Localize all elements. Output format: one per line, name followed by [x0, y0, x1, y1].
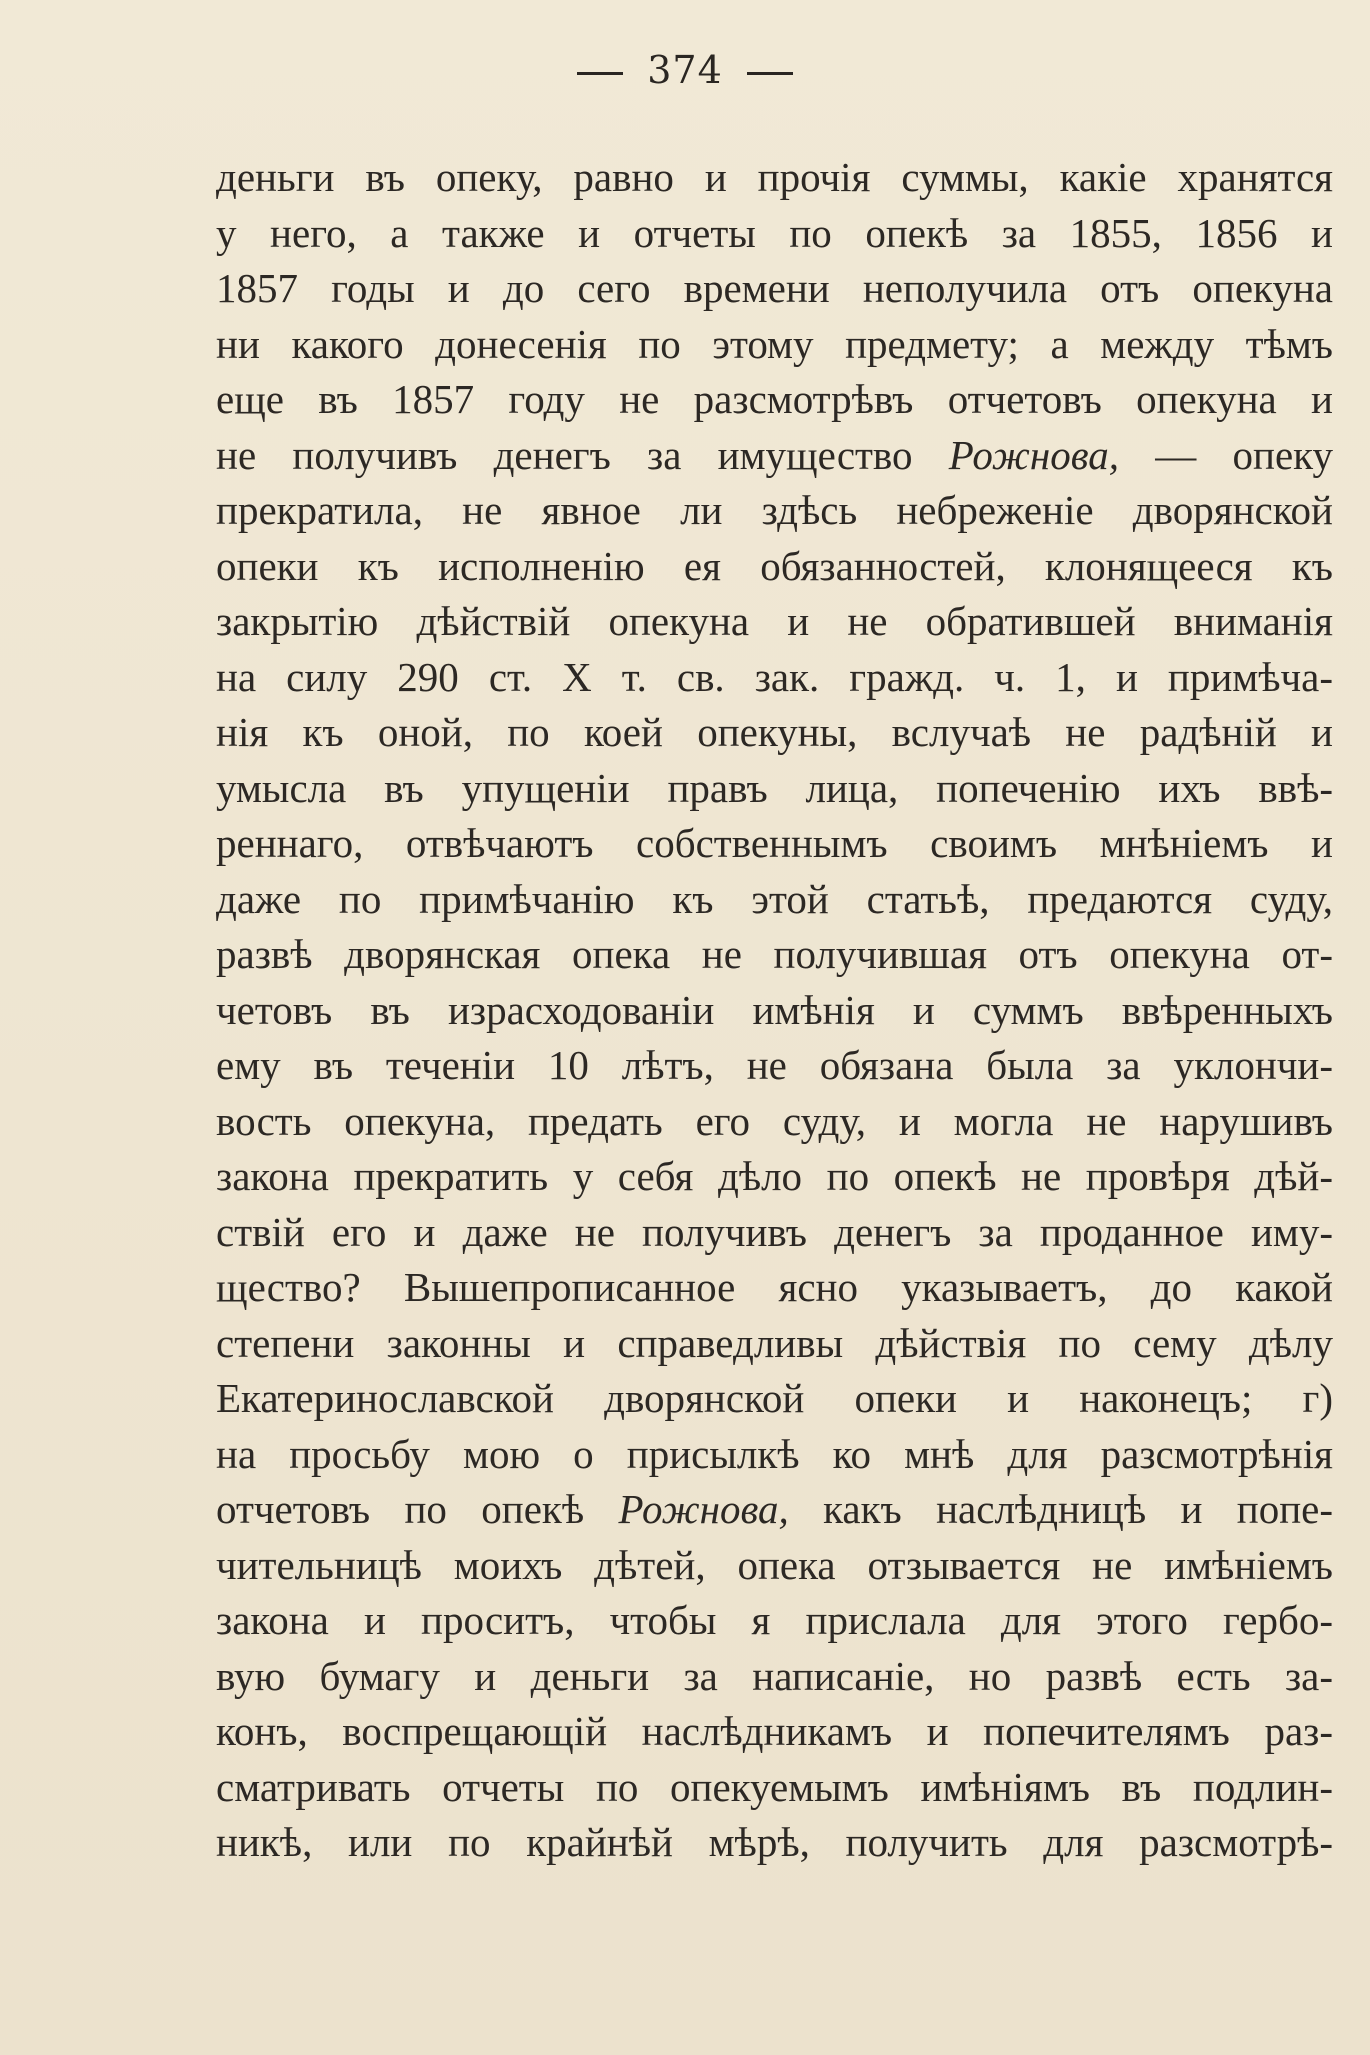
text-line	[216, 927, 1333, 983]
text-segment: ему въ теченіи 10 лѣтъ, не обязана была за уклончи-	[216, 1042, 1333, 1088]
text-line	[216, 372, 1333, 428]
text-line	[216, 150, 1333, 206]
text-segment: опеки къ исполненію ея обязанностей, клонящееся къ	[216, 542, 1333, 589]
text-segment: закона прекратить у себя дѣло по опекѣ не провѣря дѣй-	[216, 1153, 1333, 1199]
text-segment: отчетовъ по опекѣ	[216, 1486, 619, 1532]
text-segment: закрытію дѣйствій опекуна и не обратившей вниманія	[216, 598, 1333, 644]
text-line	[216, 1149, 1333, 1205]
page-number: 374	[647, 48, 723, 92]
text-line	[216, 1704, 1333, 1760]
text-line	[216, 761, 1333, 817]
text-line	[216, 1649, 1333, 1705]
text-line	[216, 983, 1333, 1039]
text-segment: развѣ дворянская опека не получившая отъ опекуна от-	[216, 931, 1333, 977]
text-segment: вую бумагу и деньги за написаніе, но развѣ есть за-	[216, 1652, 1333, 1699]
header-dash-left	[577, 72, 623, 75]
text-segment: сматривать отчеты по опекуемымъ имѣніямъ въ подлин-	[216, 1763, 1333, 1810]
text-line	[216, 1094, 1333, 1150]
text-line	[216, 1038, 1333, 1094]
text-segment: нія къ оной, по коей опекуны, вслучаѣ не радѣній и	[216, 709, 1333, 755]
text-line	[216, 1482, 1333, 1538]
text-line	[216, 1427, 1333, 1483]
text-segment: щество? Вышепрописанное ясно указываетъ, до какой	[216, 1264, 1333, 1310]
text-segment: даже по примѣчанію къ этой статьѣ, предаются суду,	[216, 875, 1333, 922]
text-line	[216, 594, 1333, 650]
text-segment: еще въ 1857 году не разсмотрѣвъ отчетовъ опекуна и	[216, 376, 1333, 422]
page-header	[0, 48, 1370, 92]
text-segment: вость опекуна, предать его суду, и могла не нарушивъ	[216, 1097, 1333, 1144]
text-line	[216, 317, 1333, 373]
text-segment: деньги въ опеку, равно и прочія суммы, какіе хранятся	[216, 154, 1333, 200]
text-segment: на просьбу мою о присылкѣ ко мнѣ для разсмотрѣнія	[216, 1430, 1333, 1477]
text-line	[216, 1371, 1333, 1427]
text-segment: ни какого донесенія по этому предмету; а между тѣмъ	[216, 320, 1333, 367]
text-line	[216, 1205, 1333, 1261]
text-line	[216, 483, 1333, 539]
text-line	[216, 872, 1333, 928]
text-line	[216, 428, 1333, 484]
text-line	[216, 261, 1333, 317]
text-line	[216, 539, 1333, 595]
text-segment: прекратила, не явное ли здѣсь небреженіе дворянской	[216, 487, 1333, 533]
text-line	[216, 1593, 1333, 1649]
italic-name: Рожнова,	[618, 1486, 789, 1532]
text-segment: реннаго, отвѣчаютъ собственнымъ своимъ мнѣніемъ и	[216, 820, 1333, 866]
text-segment: на силу 290 ст. X т. св. зак. гражд. ч. 1, и примѣча-	[216, 653, 1333, 700]
body-text	[216, 150, 1333, 1871]
text-segment: какъ наслѣдницѣ и попе-	[788, 1486, 1333, 1532]
header-dash-right	[747, 72, 793, 75]
text-segment: Екатеринославской дворянской опеки и наконецъ; г)	[216, 1375, 1333, 1421]
text-line	[216, 1815, 1333, 1871]
text-line	[216, 650, 1333, 706]
text-segment: 1857 годы и до сего времени неполучила отъ опекуна	[216, 265, 1333, 311]
text-segment: четовъ въ израсходованіи имѣнія и суммъ ввѣренныхъ	[216, 986, 1333, 1033]
text-line	[216, 705, 1333, 761]
text-line	[216, 206, 1333, 262]
text-segment: у него, а также и отчеты по опекѣ за 1855, 1856 и	[216, 209, 1333, 256]
italic-name: Рожнова,	[948, 431, 1120, 478]
text-line	[216, 816, 1333, 872]
text-segment: чительницѣ моихъ дѣтей, опека отзывается не имѣніемъ	[216, 1541, 1333, 1588]
text-segment: никѣ, или по крайнѣй мѣрѣ, получить для разсмотрѣ-	[216, 1819, 1333, 1865]
text-line	[216, 1538, 1333, 1594]
text-line	[216, 1260, 1333, 1316]
text-segment: закона и проситъ, чтобы я прислала для этого гербо-	[216, 1597, 1333, 1643]
text-segment: не получивъ денегъ за имущество	[216, 431, 949, 478]
text-segment: — опеку	[1119, 431, 1333, 478]
text-segment: конъ, воспрещающій наслѣдникамъ и попечителямъ раз-	[216, 1708, 1333, 1754]
text-line	[216, 1316, 1333, 1372]
text-segment: степени законны и справедливы дѣйствія по сему дѣлу	[216, 1319, 1333, 1366]
text-segment: умысла въ упущеніи правъ лица, попеченію ихъ ввѣ-	[216, 764, 1333, 811]
text-line	[216, 1760, 1333, 1816]
text-segment: ствій его и даже не получивъ денегъ за проданное иму-	[216, 1208, 1333, 1255]
